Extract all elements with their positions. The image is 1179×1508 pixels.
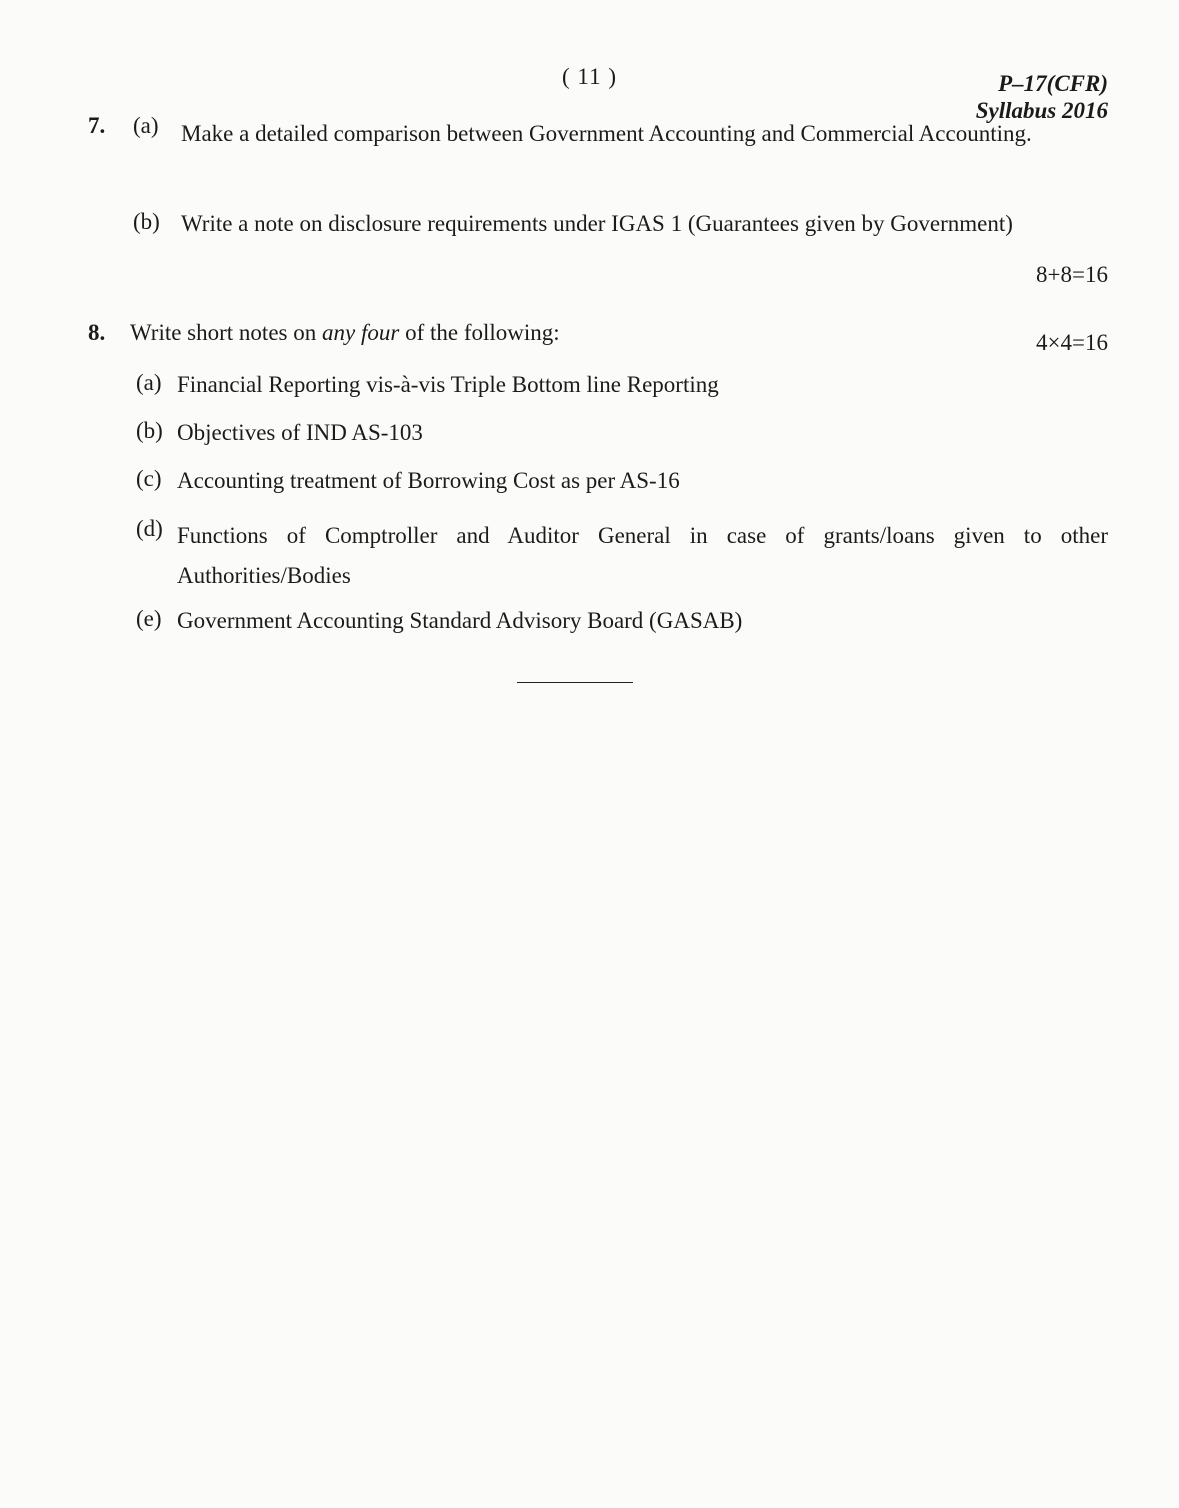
question-7-marks: 8+8=16 xyxy=(1036,262,1108,287)
question-number: 8. xyxy=(88,320,106,345)
part-label: (a) xyxy=(136,370,162,395)
question-8-instruction xyxy=(130,320,560,346)
part-label: (b) xyxy=(136,418,163,443)
question-number: 7. xyxy=(88,113,106,138)
part-label: (b) xyxy=(133,209,160,234)
question-8-marks: 4×4=16 xyxy=(1036,330,1108,355)
page-number: ( 11 ) xyxy=(562,64,617,89)
paper-code: P–17(CFR) xyxy=(998,71,1108,96)
part-text: Objectives of IND AS-103 xyxy=(177,420,423,445)
question-7-part-a xyxy=(133,113,1108,197)
question-7-part-b xyxy=(133,209,1108,249)
part-text: Government Accounting Standard Advisory Board (GASAB) xyxy=(177,608,743,633)
part-label: (e) xyxy=(136,606,162,631)
instruction-text-end: of the following: xyxy=(399,320,560,345)
part-label: (d) xyxy=(136,516,163,541)
part-text: Functions of Comptroller and Auditor General in case of grants/loans given to other Authorities/Bodies xyxy=(177,523,1108,588)
question-8-part-c xyxy=(136,466,1108,498)
question-8 xyxy=(88,320,1108,650)
question-8-part-d xyxy=(136,516,1108,596)
syllabus-label: Syllabus 2016 xyxy=(975,98,1108,123)
end-rule xyxy=(517,682,633,683)
instruction-text: Write short notes on xyxy=(130,320,322,345)
question-8-part-e xyxy=(136,606,1108,638)
question-8-part-b xyxy=(136,418,1108,450)
part-label: (a) xyxy=(133,113,159,138)
part-text: Financial Reporting vis-à-vis Triple Bottom line Reporting xyxy=(177,372,719,397)
part-text: Accounting treatment of Borrowing Cost as per AS-16 xyxy=(177,468,680,493)
part-text: Write a note on disclosure requirements under IGAS 1 (Guarantees given by Government) xyxy=(181,211,1013,236)
part-label: (c) xyxy=(136,466,162,491)
question-7 xyxy=(88,113,1108,243)
instruction-emphasis: any four xyxy=(322,320,400,345)
part-text: Make a detailed comparison between Government Accounting and Commercial Accounting. xyxy=(181,121,1032,146)
question-8-part-a xyxy=(136,370,1108,402)
